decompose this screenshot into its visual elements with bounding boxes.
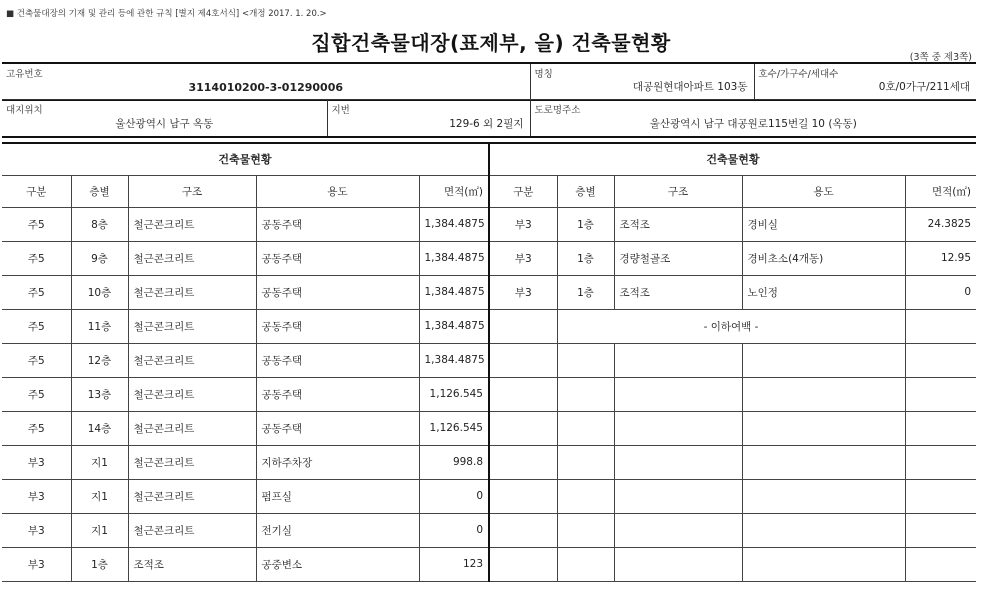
empty-cell (614, 547, 742, 581)
cell-use: 공동주택 (256, 207, 419, 241)
cell-floor: 8층 (71, 207, 128, 241)
cell-use: 공동주택 (256, 275, 419, 309)
cell-floor: 1층 (71, 547, 128, 581)
table-row (2, 275, 976, 309)
cell-type: 부3 (2, 547, 71, 581)
empty-cell (905, 343, 976, 377)
cell-floor: 1층 (557, 207, 614, 241)
cell-type: 주5 (2, 343, 71, 377)
cell-structure: 조적조 (128, 547, 256, 581)
left-section-title: 건축물현황 (2, 143, 489, 175)
empty-cell (905, 445, 976, 479)
form-note: ■ 건축물대장의 기재 및 관리 등에 관한 규칙 [별지 제4호서식] <개정 2017. 1. 20.> (6, 9, 327, 19)
col-header-type: 구분 (489, 175, 557, 207)
cell-structure: 조적조 (614, 207, 742, 241)
road-address-cell (530, 100, 976, 137)
cell-area: 1,126.545 (419, 377, 489, 411)
cell-area: 1,384.4875 (419, 275, 489, 309)
cell-floor: 지1 (71, 445, 128, 479)
empty-cell (905, 411, 976, 445)
cell-floor: 14층 (71, 411, 128, 445)
empty-cell (742, 479, 905, 513)
building-info-table (2, 62, 976, 101)
cell-area: 1,384.4875 (419, 207, 489, 241)
cell-type: 부3 (2, 479, 71, 513)
unique-no-value: 3114010200-3-01290006 (188, 81, 344, 94)
cell-structure: 철근콘크리트 (128, 309, 256, 343)
empty-cell (742, 445, 905, 479)
location-info-table (2, 99, 976, 138)
cell-type: 부3 (489, 275, 557, 309)
empty-cell (489, 547, 557, 581)
empty-cell (905, 513, 976, 547)
empty-cell (489, 411, 557, 445)
table-row (2, 207, 976, 241)
cell-floor: 12층 (71, 343, 128, 377)
empty-cell (742, 513, 905, 547)
cell-area: 998.8 (419, 445, 489, 479)
empty-cell (489, 513, 557, 547)
cell-structure: 철근콘크리트 (128, 445, 256, 479)
col-header-type: 구분 (2, 175, 71, 207)
road-address-value: 울산광역시 남구 대공원로115번길 10 (옥동) (649, 117, 857, 130)
cell-area: 0 (905, 275, 976, 309)
location-value: 울산광역시 남구 옥동 (115, 117, 214, 130)
empty-cell (742, 377, 905, 411)
col-header-area: 면적(㎡) (419, 175, 489, 207)
table-row (2, 309, 976, 343)
cell-structure: 경량철골조 (614, 241, 742, 275)
lot-label: 지번 (331, 105, 350, 116)
cell-floor: 1층 (557, 275, 614, 309)
cell-type: 주5 (2, 309, 71, 343)
cell-structure: 철근콘크리트 (128, 513, 256, 547)
cell-area: 1,126.545 (419, 411, 489, 445)
table-row (2, 343, 976, 377)
table-row (2, 241, 976, 275)
location-label: 대지위치 (6, 105, 43, 116)
name-value: 대공원현대아파트 103동 (632, 81, 748, 93)
empty-cell (905, 547, 976, 581)
cell-type: 주5 (2, 241, 71, 275)
name-cell (530, 63, 754, 100)
empty-cell (742, 547, 905, 581)
empty-cell (557, 377, 614, 411)
empty-cell (614, 343, 742, 377)
cell-area: 123 (419, 547, 489, 581)
cell-use: 공동주택 (256, 411, 419, 445)
empty-cell (557, 411, 614, 445)
table-row (2, 513, 976, 547)
empty-cell (905, 377, 976, 411)
location-cell (2, 100, 327, 137)
empty-cell (489, 479, 557, 513)
col-header-floor: 층별 (71, 175, 128, 207)
cell-type: 주5 (2, 377, 71, 411)
cell-use: 공동주택 (256, 241, 419, 275)
cell-structure: 철근콘크리트 (128, 377, 256, 411)
empty-cell (489, 445, 557, 479)
blank-marker: - 이하여백 - (557, 309, 905, 343)
empty-cell (614, 377, 742, 411)
cell-use: 공중변소 (256, 547, 419, 581)
cell-floor: 지1 (71, 513, 128, 547)
cell-use: 공동주택 (256, 343, 419, 377)
table-row (2, 411, 976, 445)
empty-cell (489, 309, 557, 343)
cell-floor: 10층 (71, 275, 128, 309)
cell-area: 0 (419, 479, 489, 513)
cell-structure: 철근콘크리트 (128, 241, 256, 275)
empty-cell (614, 411, 742, 445)
cell-use: 공동주택 (256, 309, 419, 343)
table-row (2, 445, 976, 479)
right-section-title: 건축물현황 (489, 143, 976, 175)
cell-use: 경비초소(4개동) (742, 241, 905, 275)
table-row (2, 547, 976, 581)
empty-cell (557, 343, 614, 377)
empty-cell (614, 479, 742, 513)
empty-cell (557, 513, 614, 547)
page-indicator: (3쪽 중 제3쪽) (909, 52, 972, 63)
cell-structure: 철근콘크리트 (128, 207, 256, 241)
empty-cell (557, 445, 614, 479)
cell-use: 노인정 (742, 275, 905, 309)
cell-floor: 지1 (71, 479, 128, 513)
cell-use: 경비실 (742, 207, 905, 241)
cell-structure: 철근콘크리트 (128, 343, 256, 377)
cell-type: 주5 (2, 207, 71, 241)
unique-no-cell (2, 63, 530, 100)
cell-structure: 철근콘크리트 (128, 275, 256, 309)
cell-use: 지하주차장 (256, 445, 419, 479)
col-header-use: 용도 (256, 175, 419, 207)
cell-floor: 1층 (557, 241, 614, 275)
cell-area: 0 (419, 513, 489, 547)
empty-cell (557, 479, 614, 513)
col-header-structure: 구조 (614, 175, 742, 207)
cell-area: 1,384.4875 (419, 241, 489, 275)
col-header-structure: 구조 (128, 175, 256, 207)
cell-type: 부3 (489, 207, 557, 241)
cell-type: 주5 (2, 275, 71, 309)
empty-cell (905, 309, 976, 343)
cell-type: 부3 (489, 241, 557, 275)
road-address-label: 도로명주소 (534, 105, 581, 116)
empty-cell (557, 547, 614, 581)
name-label: 명칭 (534, 69, 553, 80)
cell-area: 12.95 (905, 241, 976, 275)
empty-cell (742, 343, 905, 377)
cell-area: 24.3825 (905, 207, 976, 241)
col-header-use: 용도 (742, 175, 905, 207)
empty-cell (614, 513, 742, 547)
lot-value: 129-6 외 2필지 (449, 117, 524, 130)
empty-cell (489, 343, 557, 377)
col-header-area: 면적(㎡) (905, 175, 976, 207)
cell-use: 펌프실 (256, 479, 419, 513)
building-status-table (2, 142, 976, 582)
cell-type: 부3 (2, 445, 71, 479)
cell-floor: 13층 (71, 377, 128, 411)
cell-type: 주5 (2, 411, 71, 445)
col-header-floor: 층별 (557, 175, 614, 207)
cell-type: 부3 (2, 513, 71, 547)
units-cell (754, 63, 976, 100)
unique-no-label: 고유번호 (6, 69, 43, 80)
cell-structure: 철근콘크리트 (128, 479, 256, 513)
cell-floor: 11층 (71, 309, 128, 343)
empty-cell (742, 411, 905, 445)
empty-cell (905, 479, 976, 513)
table-row (2, 479, 976, 513)
empty-cell (489, 377, 557, 411)
lot-cell (327, 100, 530, 137)
cell-use: 공동주택 (256, 377, 419, 411)
units-value: 0호/0가구/211세대 (878, 81, 970, 93)
units-label: 호수/가구수/세대수 (758, 69, 839, 80)
page-title: 집합건축물대장(표제부, 을) 건축물현황 (311, 31, 671, 55)
cell-structure: 철근콘크리트 (128, 411, 256, 445)
cell-use: 전기실 (256, 513, 419, 547)
cell-structure: 조적조 (614, 275, 742, 309)
cell-area: 1,384.4875 (419, 343, 489, 377)
cell-floor: 9층 (71, 241, 128, 275)
cell-area: 1,384.4875 (419, 309, 489, 343)
empty-cell (614, 445, 742, 479)
table-row (2, 377, 976, 411)
